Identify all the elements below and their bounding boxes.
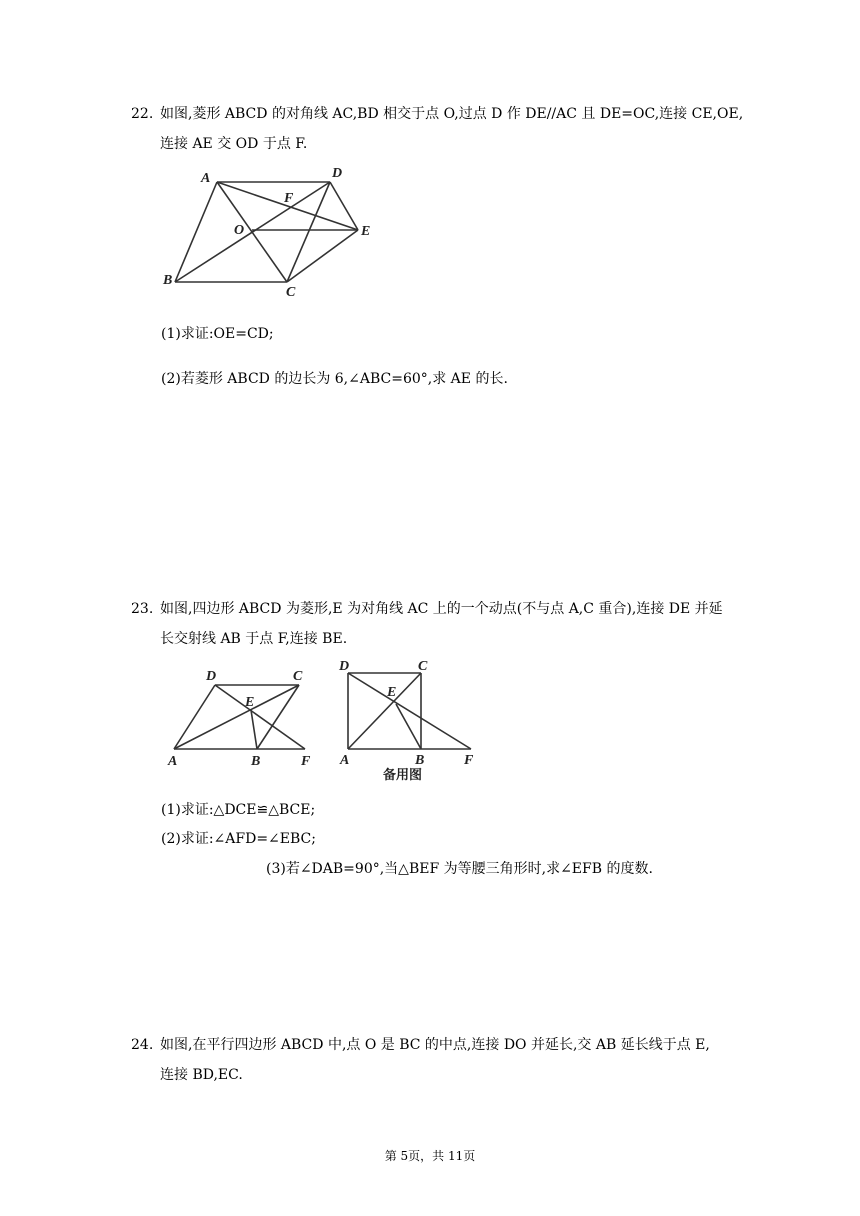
question-23-figure-2 [330, 655, 480, 785]
fig2-label-A: A [340, 753, 350, 768]
label-A: A [201, 171, 211, 186]
question-23-part3: (3)若∠DAB=90°,当△BEF 为等腰三角形时,求∠EFB 的度数. [266, 861, 653, 877]
question-23-text-line2: 长交射线 AB 于点 F,连接 BE. [160, 631, 348, 647]
question-22-text-line2: 连接 AE 交 OD 于点 F. [160, 136, 308, 152]
fig1-label-C: C [293, 669, 303, 684]
question-23-number: 23. [131, 601, 154, 617]
fig2-label-F: F [464, 753, 474, 768]
page-footer: 第 5页，共 11页 [384, 1149, 476, 1163]
fig2-label-E: E [387, 685, 397, 700]
question-22-text-line1: 如图,菱形 ABCD 的对角线 AC,BD 相交于点 O,过点 D 作 DE//AC 且 DE=OC,连接 CE,OE, [160, 106, 744, 122]
question-23-figure-1 [160, 660, 320, 772]
fig1-label-F: F [301, 754, 311, 769]
label-O: O [234, 223, 245, 238]
fig2-label-C: C [418, 659, 428, 674]
question-23-part1: (1)求证:△DCE≌△BCE; [161, 802, 316, 818]
question-22-part2: (2)若菱形 ABCD 的边长为 6,∠ABC=60°,求 AE 的长. [161, 371, 508, 387]
question-24-number: 24. [131, 1037, 154, 1053]
label-D: D [332, 166, 343, 181]
fig2-caption: 备用图 [383, 767, 423, 782]
label-C: C [286, 285, 296, 300]
label-E: E [361, 224, 371, 239]
question-22-number: 22. [131, 106, 154, 122]
label-F: F [284, 191, 294, 206]
question-24-text-line1: 如图,在平行四边形 ABCD 中,点 O 是 BC 的中点,连接 DO 并延长,交 AB 延长线于点 E, [160, 1037, 710, 1053]
question-22-part1: (1)求证:OE=CD; [161, 326, 274, 342]
question-23-part2: (2)求证:∠AFD=∠EBC; [161, 831, 316, 847]
fig2-label-B: B [415, 753, 425, 768]
question-22-figure [155, 160, 385, 300]
fig1-label-B: B [251, 754, 261, 769]
fig1-label-A: A [168, 754, 178, 769]
question-23-text-line1: 如图,四边形 ABCD 为菱形,E 为对角线 AC 上的一个动点(不与点 A,C 重合),连接 DE 并延 [160, 601, 723, 617]
fig1-label-E: E [245, 695, 255, 710]
fig1-label-D: D [206, 669, 217, 684]
label-B: B [163, 273, 173, 288]
fig2-label-D: D [339, 659, 350, 674]
question-24-text-line2: 连接 BD,EC. [160, 1067, 243, 1083]
